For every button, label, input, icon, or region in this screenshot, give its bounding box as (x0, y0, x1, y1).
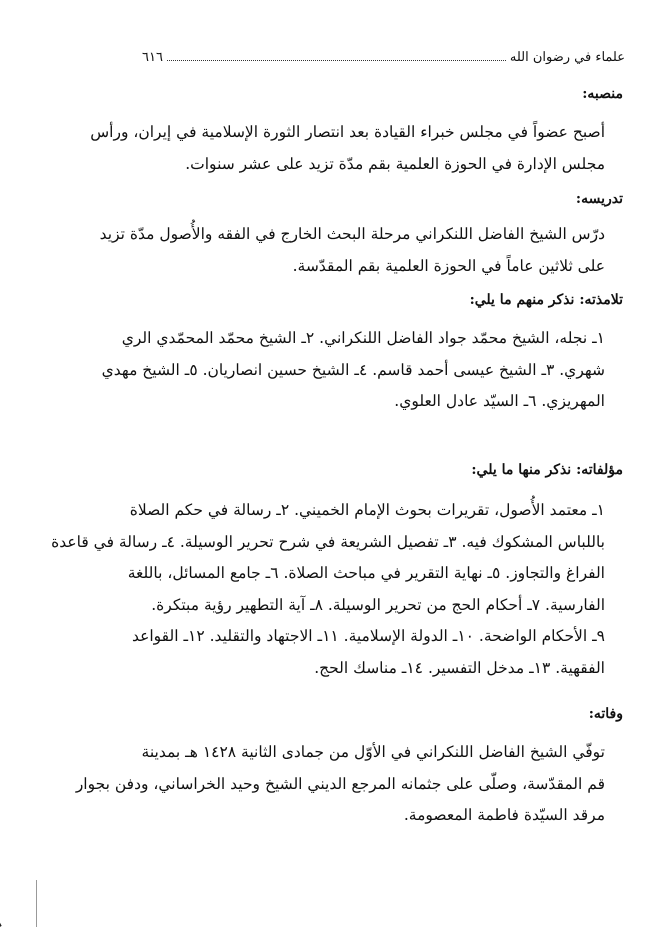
paragraph-works (22, 495, 623, 684)
section-death-body (22, 737, 623, 832)
section-heading-death: وفاته: (588, 706, 623, 722)
text-line: مجلس الإدارة في الحوزة العلمية بقم مدّة تزيد على عشر سنوات. (185, 154, 605, 173)
section-position (22, 86, 623, 102)
section-heading-position: منصبه: (582, 86, 623, 102)
section-teaching (22, 191, 623, 207)
leader-dots (167, 52, 506, 61)
section-death (22, 706, 623, 722)
paragraph-teaching (22, 219, 623, 282)
text-line: ٩ـ الأحكام الواضحة. ١٠ـ الدولة الإسلامية. ١١ـ الاجتهاد والتقليد. ١٢ـ القواعد (131, 627, 605, 645)
running-title: علماء في رضوان الله (509, 50, 625, 65)
section-students-body (22, 323, 623, 418)
section-heading-teaching: تدريسه: (575, 191, 623, 207)
text-line: درّس الشيخ الفاضل اللنكراني مرحلة البحث الخارج في الفقه والأُصول مدّة تزيد (99, 225, 605, 243)
text-line: توفّي الشيخ الفاضل اللنكراني في الأوّل من جمادى الثانية ١٤٢٨ هـ بمدينة (141, 743, 605, 761)
section-heading-works: مؤلفاته: نذكر منها ما يلي: (471, 462, 623, 478)
text-line: على ثلاثين عاماً في الحوزة العلمية بقم المقدّسة. (292, 256, 605, 275)
section-works (22, 462, 623, 478)
section-works-body (22, 495, 623, 684)
text-line: قم المقدّسة، وصلّى على جثمانه المرجع الديني الشيخ وحيد الخراساني، ودفن بجوار (75, 774, 605, 793)
text-line: باللباس المشكوك فيه. ٣ـ تفصيل الشريعة في شرح تحرير الوسيلة. ٤ـ رسالة في قاعدة (51, 532, 605, 551)
section-position-body (22, 117, 623, 180)
paragraph-students (22, 323, 623, 418)
section-students (22, 292, 623, 308)
running-header (142, 50, 625, 65)
section-teaching-body (22, 219, 623, 282)
text-line: الفراغ والتجاوز. ٥ـ نهاية التقرير في مباحث الصلاة. ٦ـ جامع المسائل، باللغة (127, 564, 605, 582)
text-line: شهري. ٣ـ الشيخ عيسى أحمد قاسم. ٤ـ الشيخ حسين انصاريان. ٥ـ الشيخ مهدي (101, 360, 605, 379)
text-line: أصبح عضواً في مجلس خبراء القيادة بعد انتصار الثورة الإسلامية في إيران، ورأس (90, 123, 605, 141)
binding-line (36, 880, 37, 927)
text-line: المهريزي. ٦ـ السيّد عادل العلوي. (394, 392, 605, 410)
text-line: الفقهية. ١٣ـ مدخل التفسير. ١٤ـ مناسك الحج. (314, 658, 605, 677)
paragraph-death (22, 737, 623, 832)
page-edge-mark (0, 861, 25, 927)
section-heading-students: تلامذته: نذكر منهم ما يلي: (469, 292, 623, 308)
text-line: ١ـ نجله، الشيخ محمّد جواد الفاضل اللنكراني. ٢ـ الشيخ محمّد المحمّدي الري (121, 329, 605, 347)
paragraph-position (22, 117, 623, 180)
text-line: الفارسية. ٧ـ أحكام الحج من تحرير الوسيلة. ٨ـ آية التطهير رؤية مبتكرة. (151, 595, 605, 614)
page-number: ٦١٦ (142, 50, 163, 65)
text-line: ١ـ معتمد الأُصول، تقريرات بحوث الإمام الخميني. ٢ـ رسالة في حكم الصلاة (129, 501, 605, 519)
text-line: مرقد السيّدة فاطمة المعصومة. (403, 806, 605, 824)
